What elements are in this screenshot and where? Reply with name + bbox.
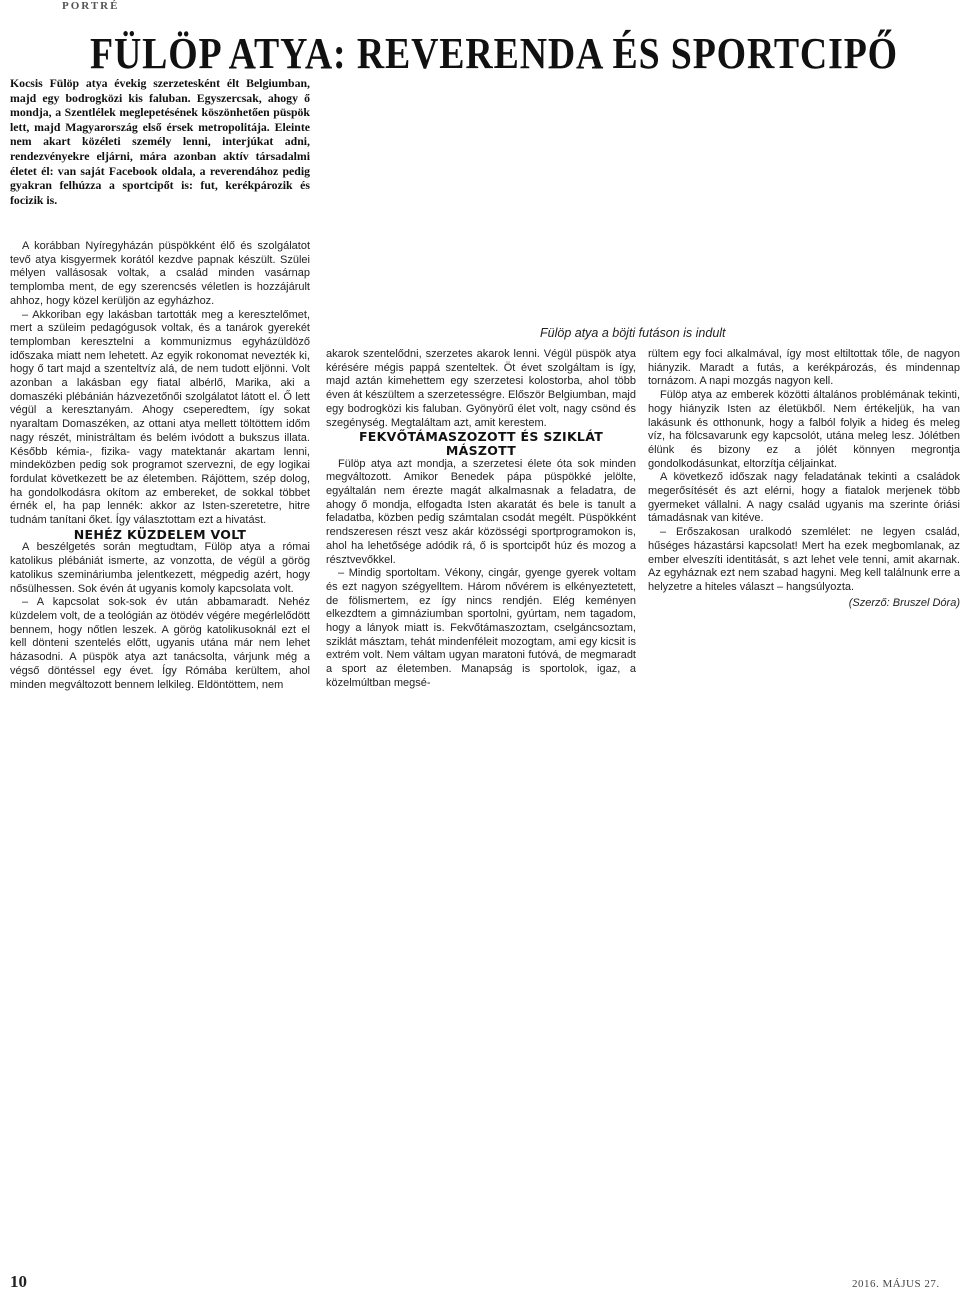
paragraph: A következő időszak nagy feladatának tekinti a családok megerősítését és azt elérni, hogy a fiatalok merjenek több gyermeket vállalni. A nagy család ugyanis ma szerinte óriási támadásnak van kitéve. (648, 471, 960, 525)
article-lead: Kocsis Fülöp atya évekig szerzetesként élt Belgiumban, majd egy bodrogközi kis faluban. Egyszercsak, ahogy ő mondja, a Szentlélek meglepetésének köszönhetően püspök lett, majd Magyarország első érsek metropolitája. Eleinte nem akart közéleti személy lenni, interjúkat adni, rendezvényekre eljárni, mára azonban aktív társadalmi életet él: van saját Facebook oldala, a reverendához pedig gyakran felhúzza a sportcipőt is: fut, kerékpározik és focizik is. (10, 76, 310, 207)
paragraph: A korábban Nyíregyházán püspökként élő és szolgálatot tevő atya kisgyermek korától kezdve papnak készült. Szülei mélyen vallásosak voltak, a család minden vasárnap templomba ment, de egy szerencsés véletlen is hozzájárult ahhoz, hogy közel kerüljön az egyházhoz. (10, 240, 310, 307)
section-label: PORTRÉ (62, 0, 120, 12)
article-column-2 (326, 348, 636, 691)
author-byline: (Szerző: Bruszel Dóra) (848, 596, 960, 609)
paragraph: – Erőszakosan uralkodó szemlélet: ne legyen család, hűséges házastársi kapcsolat! Mert ha ezek megbomlanak, az ember elveszíti identitását, s azt lehet vele tenni, amit akarnak. Az egyháznak ezt nem szabad hagyni. Meg kell találnunk erre a helyzetre a hiteles választ – hangsúlyozta. (648, 526, 960, 593)
subheading-fekvotamasz: FEKVŐTÁMASZOZOTT ÉS SZIKLÁT MÁSZOTT (358, 429, 604, 458)
paragraph: Fülöp atya az emberek közötti általános problémának tekinti, hogy hiányzik Isten az életükből. Nem értékeljük, ha van lakásunk és otthonunk, hogy a falból folyik a hideg és meleg víz, ha fölcsavarunk egy kapcsolót, utána meleg lesz. Jólétben élünk és bizony ez a jólét könnyen megrontja gondolkodásunkat, eltorzítja céljainkat. (648, 389, 960, 470)
article-column-3 (648, 348, 960, 610)
article-headline: FÜLÖP ATYA: REVERENDA ÉS SPORTCIPŐ (90, 29, 898, 78)
issue-date: 2016. MÁJUS 27. (852, 1278, 940, 1290)
paragraph: rültem egy foci alkalmával, így most eltiltottak tőle, de nagyon hiányzik. Maradt a futás, a kerékpározás, és mindennap tornázom. A napi mozgás nagyon kell. (648, 348, 960, 388)
article-column-1 (10, 240, 310, 692)
photo-caption: Fülöp atya a böjti futáson is indult (540, 326, 726, 340)
paragraph: A beszélgetés során megtudtam, Fülöp atya a római katolikus plébániát ismerte, az vonzotta, de végül a görög katolikus szemináriumba jelentkezett, mégpedig azért, hogy nősülhessen. Sok évén át ugyanis komoly kapcsolata volt. (10, 541, 310, 595)
paragraph: Fülöp atya azt mondja, a szerzetesi élete óta sok minden megváltozott. Amikor Benedek pápa püspökké jelölte, egyáltalán nem érezte magát alkalmasnak a feladatra, de ahogy ő mondja, elfogadta Isten akaratát és bele is tanult a feladatba, közben pedig számtalan csodát megélt. Püspökként rendszeresen részt vesz akár közösségi sportprogramokon is, ahol ha lehetősége adódik rá, ő is sportcipőt húz és mozog a résztvevőkkel. (326, 457, 636, 566)
page-number: 10 (10, 1272, 27, 1291)
paragraph: – A kapcsolat sok-sok év után abbamaradt. Nehéz küzdelem volt, de a teológián az ötödév végére megérlelődött bennem, hogy nőtlen leszek. A görög katolikusoknál ezt el kell dönteni szentelés előtt, ugyanis utána már nem lehet házasodni. A püspök atya azt tanácsolta, várjunk még a végső döntéssel egy évet. Így Rómába kerültem, ahol minden megváltozott bennem lelkileg. Eldöntöttem, nem (10, 596, 310, 691)
paragraph: – Akkoriban egy lakásban tartották meg a keresztelőmet, mert a szüleim pedagógusok voltak, és a tanárok gyerekét templomban keresztelni a kommunizmus egyházüldöző időszaka miatt nem lehetett. Az egyik rokonomat nevezték ki, hogy ő tart majd a szenteltvíz alá, de nem tudott eljönni. Volt azonban a lakásban egy fiatal albérlő, Marika, aki a domaszéki plébánián házvezetőnői szolgálatot látott el. Ő lett végül a keresztanyám. Ahogy cseperedtem, így sokat nyaraltam Domaszéken, az ottani atya mellett töltöttem időm nagy részét, ministráltam és belém ivódott a bukszus illata. Később kémia-, fizika- vagy matektanár akartam lenni, mindeközben pedig sok programot szervezni, de egy logikai fordulat következett be az életemben. Rájöttem, szép dolog, ha gondolkodásra okítom az embereket, de sokkal többet érnék el, ha pap lennék: akkor az Isten-szeretetre, hitre tudnám tanítani őket. Így választottam ezt a hivatást. (10, 308, 310, 527)
paragraph: – Mindig sportoltam. Vékony, cingár, gyenge gyerek voltam és ezt nagyon szégyelltem. Három nővérem is elkényeztetett, de fölismertem, ez így nincs rendjén. Elég keményen elkezdtem a gimnáziumban sportolni, gyúrtam, nem tagadom, hogy a lányok miatt is. Fekvőtámaszoztam, cselgáncsoztam, sziklát másztam, tehát mindenféleit mozogtam, ami egy kicsit is extrém volt. Nem váltam ugyan maratoni futóvá, de megmaradt a sport az életemben. Manapság is sportolok, igaz, a közelmúltban megsé- (326, 567, 636, 689)
paragraph: akarok szentelődni, szerzetes akarok lenni. Végül püspök atya kérésére mégis pappá szenteltek. Öt évet szolgáltam is így, majd aztán kimehettem egy szerzetesi kolostorba, ahol több éven át készültem a szerzetességre. Először Belgiumban, majd egy bodrogközi kis faluban. Gyönyörű élet volt, nagy csönd és szegénység. Megtaláltam azt, amit kerestem. (326, 348, 636, 429)
subheading-nehez-kuzdelem: NEHÉZ KÜZDELEM VOLT (73, 526, 247, 542)
